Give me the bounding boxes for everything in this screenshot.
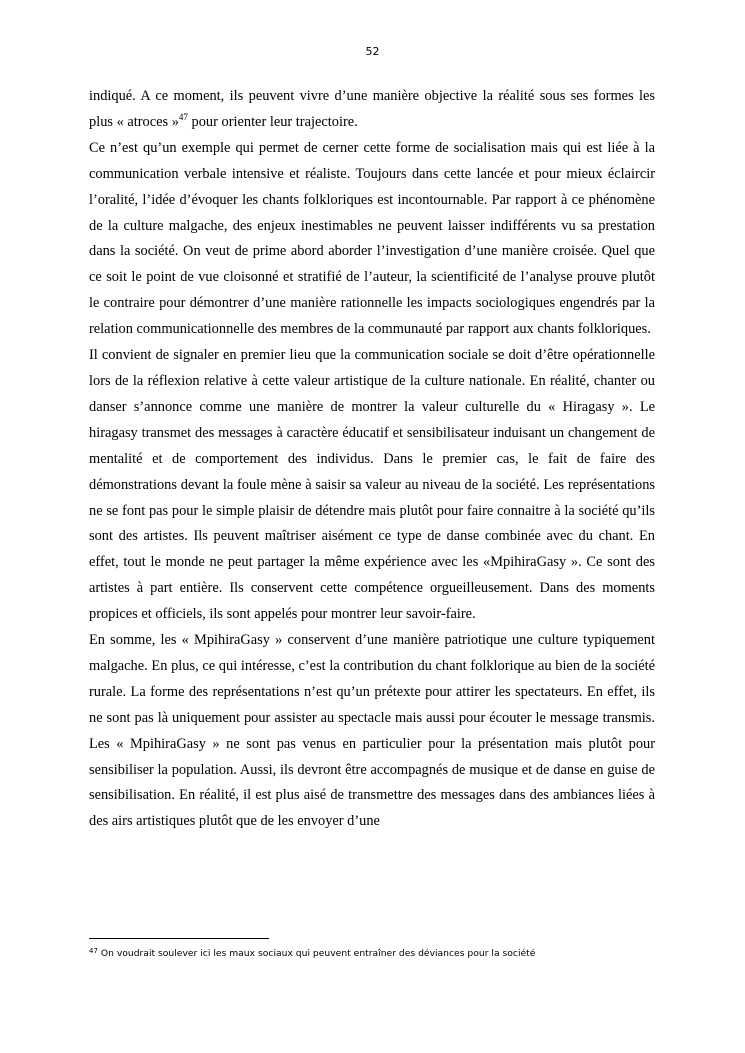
paragraph-1-text-start: indiqué. A ce moment, ils peuvent vivre d’une manière objective la réalité sous ses formes les plus « atroces » <box>89 88 655 130</box>
footnote-reference[interactable]: 47 <box>178 111 188 122</box>
paragraph-2: Ce n’est qu’un exemple qui permet de cerner cette forme de socialisation mais qui est liée à la communication verbale intensive et réaliste. Toujours dans cette lancée et pour mieux éclaircir l’oralité, l’idée d’évoquer les chants folkloriques est incontournable. Par rapport à ce phénomène de la culture malgache, des enjeux inestimables ne peuvent laisser indifférents vu sa prestation dans la société. On veut de prime abord aborder l’investigation d’une manière croisée. Quel que ce soit le point de vue cloisonné et stratifié de l’auteur, la scientificité de l’analyse prouve plutôt le contraire pour démontrer d’une manière rationnelle les impacts sociologiques engendrés par la relation communicationnelle des membres de la communauté par rapport aux chants folkloriques. <box>89 139 655 338</box>
footnote-text: On voudrait soulever ici les maux sociaux qui peuvent entraîner des déviances pour la société <box>97 948 536 959</box>
paragraph-1 <box>89 84 655 136</box>
paragraph-3: Il convient de signaler en premier lieu que la communication sociale se doit d’être opérationnelle lors de la réflexion relative à cette valeur artistique de la culture nationale. En réalité, chanter ou danser s’annonce comme une manière de montrer la valeur culturelle du « Hiragasy ». Le hiragasy transmet des messages à caractère éducatif et sensibilisateur induisant un changement de mentalité et de comportement des individus. Dans le premier cas, le fait de faire des démonstrations devant la foule mène à saisir sa valeur au niveau de la société. Les représentations ne se font pas pour le simple plaisir de détendre mais plutôt pour faire connaitre à la société qu’ils sont des artistes. Ils peuvent maîtriser aisément ce type de danse combinée avec du chant. En effet, tout le monde ne peut partager la même expérience avec les «MpihiraGasy ». Ce sont des artistes à part entière. Ils conservent cette compétence orgueilleusement. Dans des moments propices et officiels, ils sont appelés pour montrer leur savoir-faire. <box>89 347 655 623</box>
footnote-separator <box>89 938 269 939</box>
page-number: 52 <box>365 45 380 58</box>
paragraph-4: En somme, les « MpihiraGasy » conservent d’une manière patriotique une culture typiquement malgache. En plus, ce qui intéresse, c’est la contribution du chant folklorique au bien de la société rurale. La forme des représentations n’est qu’un prétexte pour attirer les spectateurs. En effet, ils ne sont pas là uniquement pour assister au spectacle mais aussi pour écouter le message transmis. Les « MpihiraGasy » ne sont pas venus en particulier pour la présentation mais plutôt pour sensibiliser la population. Aussi, ils devront être accompagnés de musique et de danse en guise de sensibilisation. En réalité, il est plus aisé de transmettre des messages dans des ambiances liées à des airs artistiques plutôt que de les envoyer d’une <box>89 632 655 830</box>
footnote <box>89 948 655 960</box>
paragraph-1-text-end: pour orienter leur trajectoire. <box>187 113 358 130</box>
body-text <box>89 84 655 835</box>
footnote-number: 47 <box>89 947 98 955</box>
